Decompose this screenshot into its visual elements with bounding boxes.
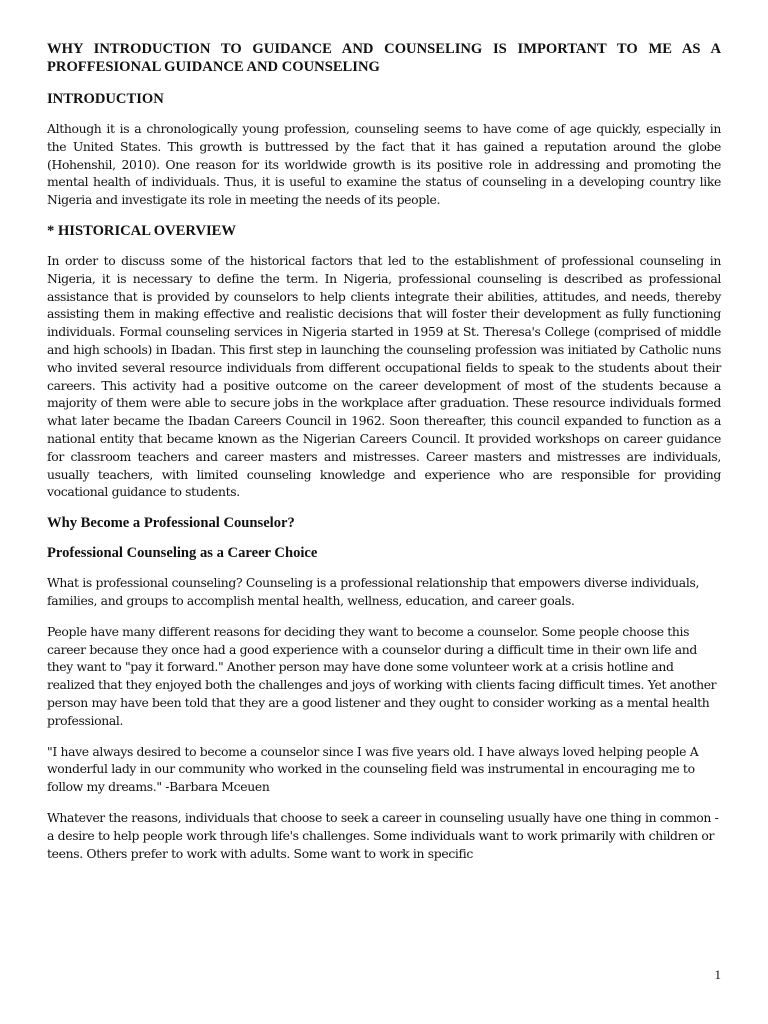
- paragraph-what-is-counseling: What is professional counseling? Counseling is a professional relationship that empowers diverse individuals, families, and groups to accomplish mental health, wellness, education, and career goals.: [47, 575, 700, 608]
- page-number: 1: [714, 967, 721, 982]
- paragraph-introduction: Although it is a chronologically young profession, counseling seems to have come of age quickly, especially in the United States. This growth is buttressed by the fact that it has gained a reputation around the globe (Hohenshil, 2010). One reason for its worldwide growth is its positive role in addressing and promoting the mental health of individuals. Thus, it is useful to examine the status of counseling in a developing country like Nigeria and investigate its role in meeting the needs of its people.: [47, 121, 721, 208]
- document-title: WHY INTRODUCTION TO GUIDANCE AND COUNSELING IS IMPORTANT TO ME AS A PROFFESIONAL GUIDANCE AND COUNSELING: [47, 41, 721, 75]
- heading-historical-overview: * HISTORICAL OVERVIEW: [47, 222, 236, 239]
- heading-introduction: INTRODUCTION: [47, 91, 164, 107]
- heading-why-become-counselor: Why Become a Professional Counselor?: [47, 515, 295, 532]
- paragraph-reasons: People have many different reasons for deciding they want to become a counselor. Some people choose this career because they once had a good experience with a counselor during a difficult time in their own life and they want to "pay it forward." Another person may have done some volunteer work at a crisis hotline and realized that they enjoyed both the challenges and joys of working with clients facing difficult times. Yet another person may have been told that they are a good listener and they ought to consider working as a mental health professional.: [47, 623, 717, 728]
- paragraph-whatever-reasons: Whatever the reasons, individuals that choose to seek a career in counseling usually have one thing in common - a desire to help people work through life's challenges. Some individuals want to work primarily with children or teens. Others prefer to work with adults. Some want to work in specific: [47, 809, 719, 861]
- heading-career-choice: Professional Counseling as a Career Choice: [47, 545, 318, 562]
- document-page: [47, 40, 721, 875]
- paragraph-quote: "I have always desired to become a counselor since I was five years old. I have always loved helping people A wonderful lady in our community who worked in the counseling field was instrumental in encouraging me to follow my dreams." -Barbara Mceuen: [47, 743, 699, 795]
- paragraph-historical-overview: In order to discuss some of the historical factors that led to the establishment of professional counseling in Nigeria, it is necessary to define the term. In Nigeria, professional counseling is described as professional assistance that is provided by counselors to help clients integrate their abilities, attitudes, and needs, thereby assisting them in making effective and realistic decisions that will foster their development as fully functioning individuals. Formal counseling services in Nigeria started in 1959 at St. Theresa's College (comprised of middle and high schools) in Ibadan. This first step in launching the counseling profession was initiated by Catholic nuns who invited several resource individuals from different occupational fields to speak to the students about their careers. This activity had a positive outcome on the career development of most of the students because a majority of them were able to secure jobs in the workplace after graduation. These resource individuals formed what later became the Ibadan Careers Council in 1962. Soon thereafter, this council expanded to function as a national entity that became known as the Nigerian Careers Council. It provided workshops on career guidance for classroom teachers and career masters and mistresses. Career masters and mistresses are individuals, usually teachers, with limited counseling knowledge and experience who are responsible for providing vocational guidance to students.: [47, 252, 721, 500]
